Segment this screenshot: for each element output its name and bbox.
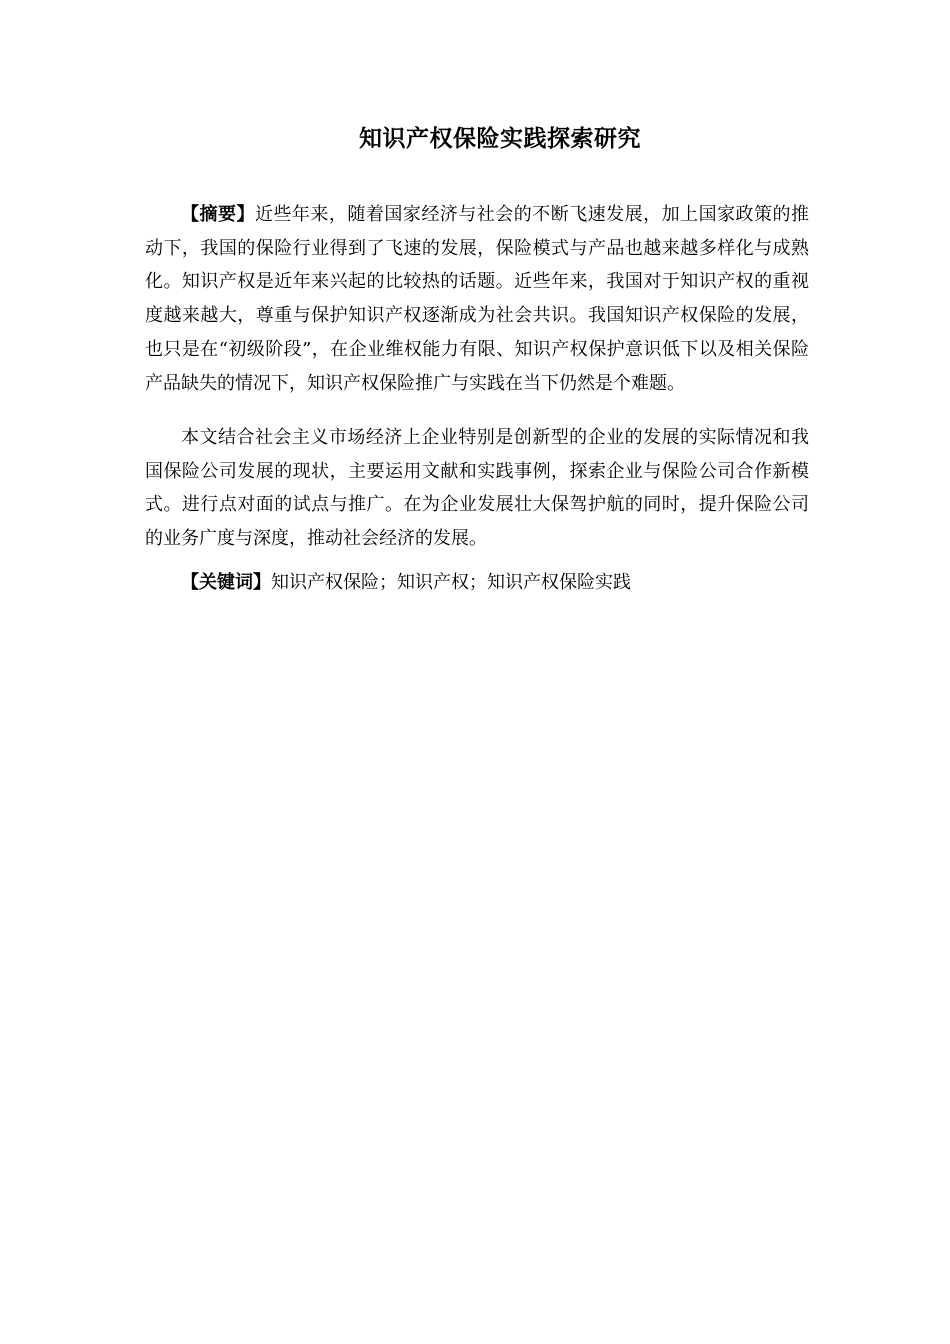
abstract-section <box>145 198 809 400</box>
body-paragraph: 本文结合社会主义市场经济上企业特别是创新型的企业的发展的实际情况和我国保险公司发展的现状，主要运用文献和实践事例，探索企业与保险公司合作新模式。进行点对面的试点与推广。在为企业发展壮大保驾护航的同时，提升保险公司的业务广度与深度，推动社会经济的发展。 <box>145 427 809 550</box>
keywords-section <box>145 566 809 600</box>
abstract-text: 近些年来，随着国家经济与社会的不断飞速发展，加上国家政策的推动下，我国的保险行业得到了飞速的发展，保险模式与产品也越来越多样化与成熟化。知识产权是近年来兴起的比较热的话题。近些年来，我国对于知识产权的重视度越来越大，尊重与保护知识产权逐渐成为社会共识。我国知识产权保险的发展，也只是在“初级阶段”，在企业维权能力有限、知识产权保护意识低下以及相关保险产品缺失的情况下，知识产权保险推广与实践在当下仍然是个难题。 <box>145 204 810 394</box>
keywords-paragraph <box>145 566 809 600</box>
keywords-label: 【关键词】 <box>181 572 271 593</box>
document-title: 知识产权保险实践探索研究 <box>359 126 641 152</box>
keywords-text: 知识产权保险；知识产权；知识产权保险实践 <box>271 572 631 593</box>
body-section <box>145 421 809 556</box>
abstract-label: 【摘要】 <box>181 204 255 225</box>
abstract-paragraph <box>145 198 809 400</box>
